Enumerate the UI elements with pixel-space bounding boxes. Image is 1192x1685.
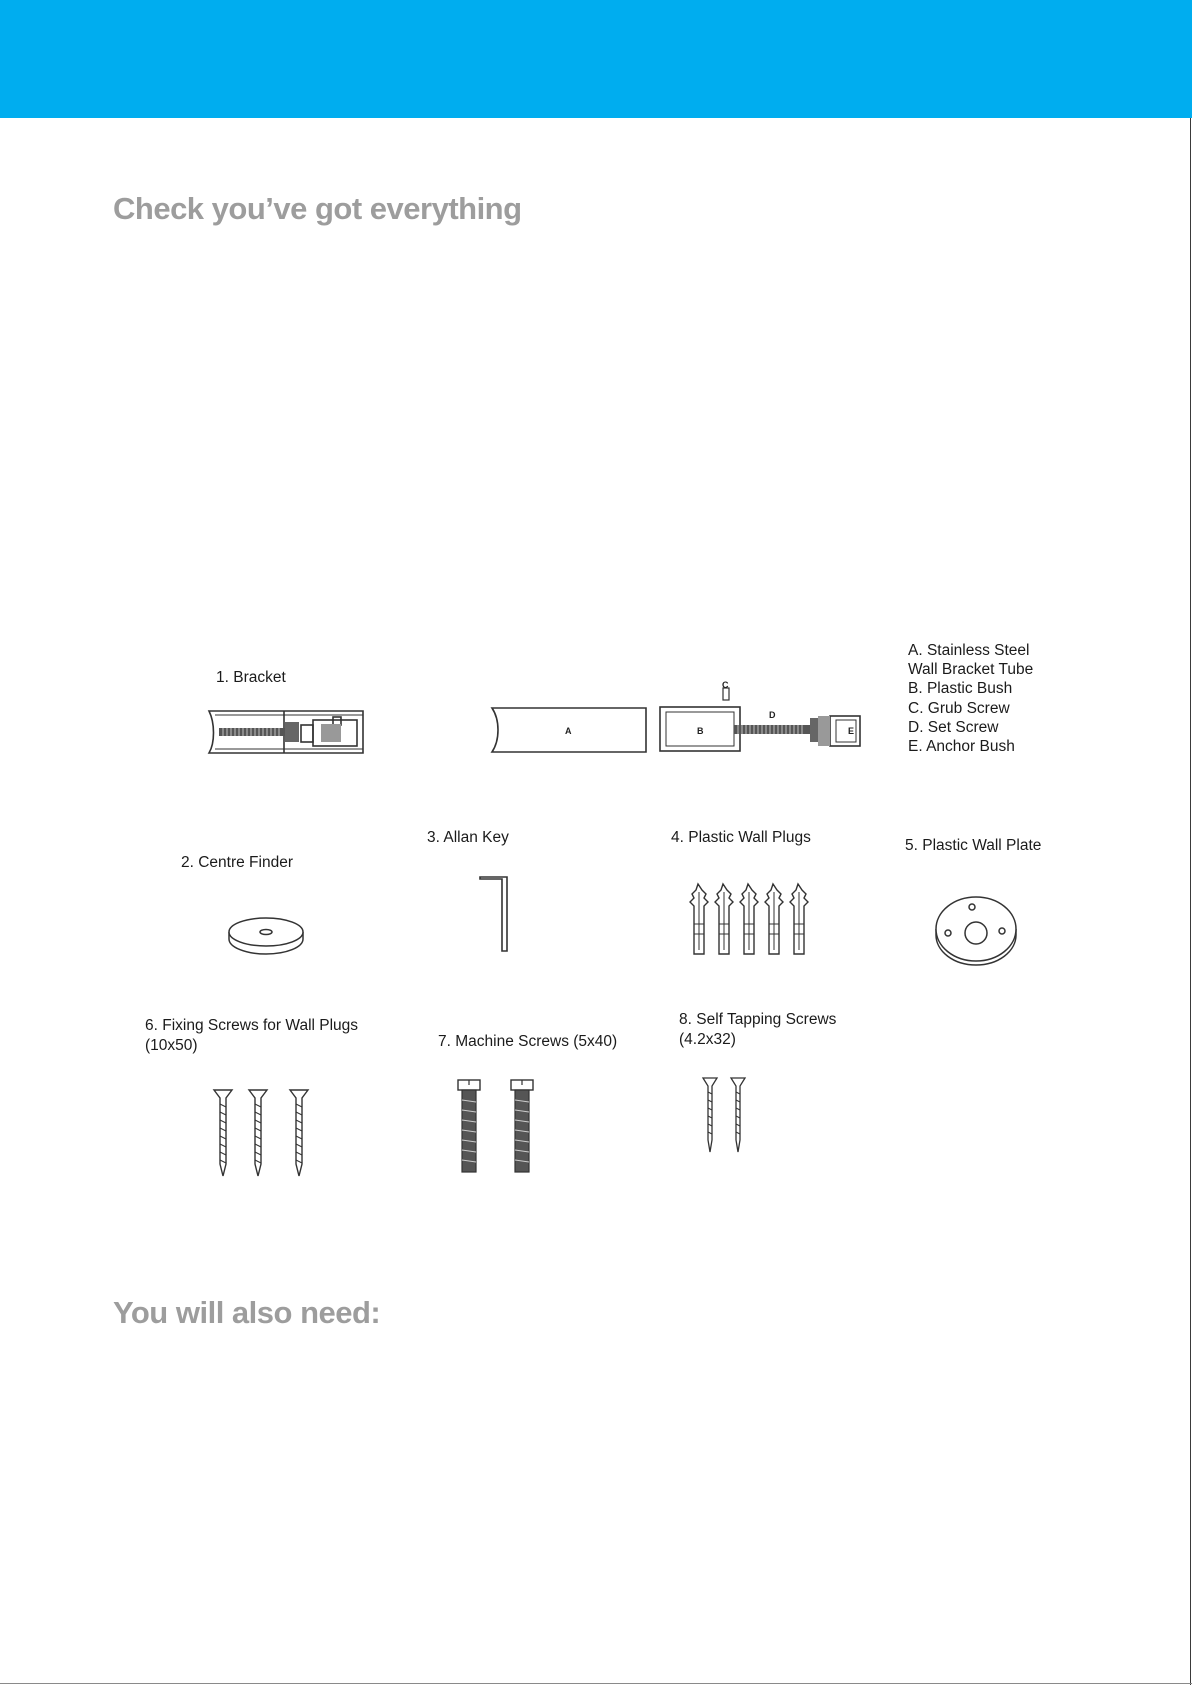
part-label-fixing-screws: 6. Fixing Screws for Wall Plugs	[145, 1017, 359, 1034]
part-label-wall-plate: 5. Plastic Wall Plate	[905, 837, 1042, 854]
part-label-fixing-screws-size: (10x50)	[145, 1037, 198, 1054]
bottom-page-rule	[0, 1683, 1192, 1684]
legend-item: B. Plastic Bush	[908, 680, 1013, 698]
legend-item: A. Stainless Steel	[908, 642, 1030, 659]
allan-key-illustration	[477, 875, 513, 955]
part-label-machine-screws: 7. Machine Screws (5x40)	[438, 1033, 618, 1050]
part-label-centre-finder: 2. Centre Finder	[181, 854, 293, 871]
centre-finder-disc-illustration	[226, 915, 306, 957]
part-label-self-tapping: 8. Self Tapping Screws	[679, 1011, 837, 1028]
bracket-assembly-illustration	[205, 705, 365, 755]
check-everything-heading: Check you’ve got everything	[113, 191, 522, 226]
fixing-screw-illustration	[214, 1088, 314, 1178]
legend-item: C. Grub Screw	[908, 699, 1010, 717]
bracket-exploded-illustration	[488, 680, 878, 755]
legend-item: D. Set Screw	[908, 718, 999, 736]
legend-item: E. Anchor Bush	[908, 738, 1015, 756]
also-need-heading: You will also need:	[113, 1295, 381, 1330]
part-label-wall-plugs: 4. Plastic Wall Plugs	[671, 829, 811, 846]
header-band	[0, 0, 1192, 118]
self-tapping-screw-illustration	[703, 1076, 753, 1156]
diagram-letter-e: E	[848, 726, 855, 736]
diagram-letter-a: A	[565, 726, 572, 736]
wall-plug-illustration	[690, 884, 820, 956]
diagram-letter-d: D	[769, 710, 776, 720]
legend-item: Wall Bracket Tube	[908, 661, 1034, 679]
machine-screw-illustration	[458, 1078, 538, 1174]
diagram-letter-c: C	[722, 680, 729, 690]
part-label-allan-key: 3. Allan Key	[427, 829, 509, 846]
part-label-bracket: 1. Bracket	[216, 669, 286, 686]
diagram-letter-b: B	[697, 726, 704, 736]
bracket-parts-legend	[908, 641, 1033, 756]
part-label-self-tapping-size: (4.2x32)	[679, 1031, 736, 1048]
right-page-rule	[1190, 118, 1191, 1685]
wall-plate-illustration	[934, 895, 1018, 967]
